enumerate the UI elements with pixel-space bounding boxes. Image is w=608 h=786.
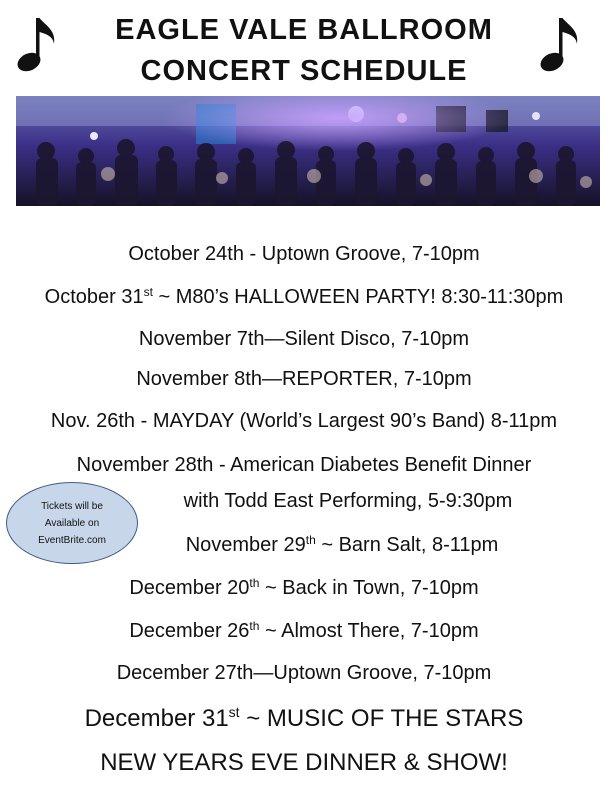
event-text: December 27th—Uptown Groove, 7-10pm bbox=[116, 662, 492, 684]
ticket-line-2: Available on bbox=[44, 517, 100, 529]
event-text: October 24th - Uptown Groove, 7-10pm bbox=[128, 243, 480, 265]
event-text: ~ Barn Salt, 8-11pm bbox=[315, 534, 499, 556]
event-text: with Todd East Performing, 5-9:30pm bbox=[183, 490, 513, 512]
event-line bbox=[0, 285, 608, 309]
event-text: Nov. 26th - MAYDAY (World’s Largest 90’s Band) 8-11pm bbox=[50, 410, 558, 432]
event-line bbox=[0, 453, 608, 477]
event-text: December 31 bbox=[84, 705, 229, 732]
event-text: ~ Back in Town, 7-10pm bbox=[259, 577, 479, 599]
event-text: November 29 bbox=[185, 534, 306, 556]
event-ordinal: th bbox=[249, 576, 260, 590]
event-text: December 26 bbox=[129, 620, 250, 642]
event-line bbox=[0, 367, 608, 391]
event-text: ~ M80’s HALLOWEEN PARTY! 8:30-11:30pm bbox=[152, 286, 564, 308]
event-line bbox=[0, 705, 608, 733]
ticket-line-1: Tickets will be bbox=[41, 500, 103, 512]
event-line bbox=[0, 576, 608, 600]
event-text: November 8th—REPORTER, 7-10pm bbox=[136, 368, 472, 390]
title-line-2: CONCERT SCHEDULE bbox=[140, 55, 468, 87]
event-text: ~ MUSIC OF THE STARS bbox=[239, 705, 524, 732]
event-ordinal: st bbox=[143, 285, 153, 299]
event-ordinal: th bbox=[305, 533, 316, 547]
event-line bbox=[0, 242, 608, 266]
event-text: ~ Almost There, 7-10pm bbox=[259, 620, 479, 642]
event-line bbox=[0, 661, 608, 685]
event-text: October 31 bbox=[44, 286, 144, 308]
music-note-icon bbox=[533, 12, 583, 76]
dance-floor-photo bbox=[16, 96, 600, 206]
event-text: November 7th—Silent Disco, 7-10pm bbox=[138, 328, 470, 350]
ticket-line-3: EventBrite.com bbox=[38, 534, 106, 546]
event-line bbox=[0, 749, 608, 777]
event-text: November 28th - American Diabetes Benefit Dinner bbox=[76, 454, 532, 476]
event-ordinal: st bbox=[228, 704, 240, 720]
event-line bbox=[0, 327, 608, 351]
header bbox=[0, 0, 608, 92]
event-text: NEW YEARS EVE DINNER & SHOW! bbox=[100, 749, 508, 776]
title-line-1: EAGLE VALE BALLROOM bbox=[115, 14, 493, 46]
event-text: December 20 bbox=[129, 577, 250, 599]
event-line bbox=[0, 619, 608, 643]
event-line bbox=[0, 409, 608, 433]
event-ordinal: th bbox=[249, 619, 260, 633]
ticket-info-badge bbox=[6, 482, 138, 564]
